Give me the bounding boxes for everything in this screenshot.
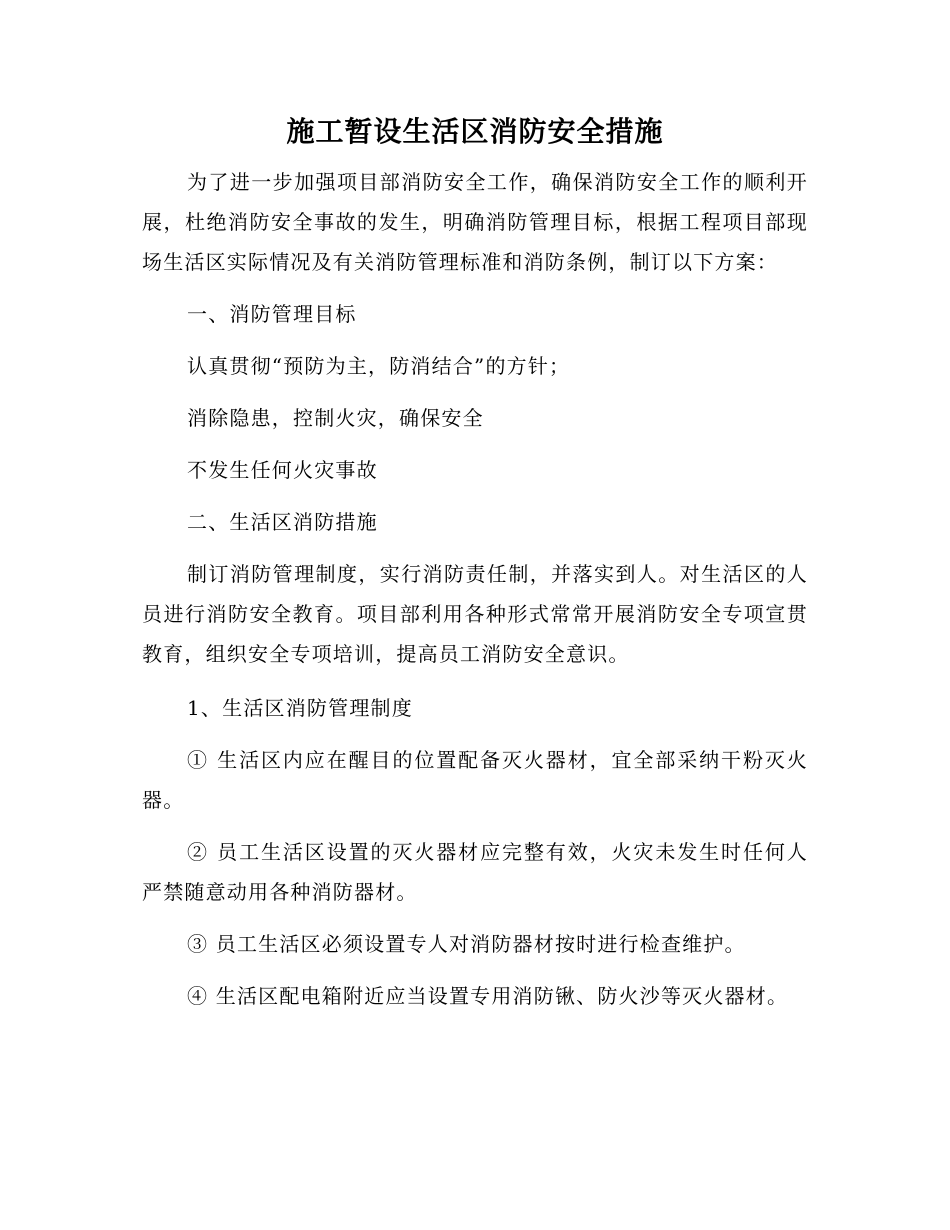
section-heading-goals: 一、消防管理目标 bbox=[187, 302, 357, 326]
rule-item: ③ 员工生活区必须设置专人对消防器材按时进行检查维护。 bbox=[187, 932, 746, 956]
intro-paragraph: 为了进一步加强项目部消防安全工作，确保消防安全工作的顺利开展，杜绝消防安全事故的发生，明确消防管理目标，根据工程项目部现场生活区实际情况及有关消防管理标准和消防条例，制订以下方案： bbox=[142, 170, 808, 274]
subsection-heading-rules: 1、生活区消防管理制度 bbox=[187, 696, 413, 720]
document-title: 施工暂设生活区消防安全措施 bbox=[286, 115, 664, 148]
goal-item: 消除隐患，控制火灾，确保安全 bbox=[187, 406, 484, 430]
section-heading-measures: 二、生活区消防措施 bbox=[187, 510, 378, 534]
measures-paragraph: 制订消防管理制度，实行消防责任制，并落实到人。对生活区的人员进行消防安全教育。项目部利用各种形式常常开展消防安全专项宣贯教育，组织安全专项培训，提高员工消防安全意识。 bbox=[142, 562, 808, 666]
goal-item: 认真贯彻“预防为主，防消结合”的方针； bbox=[187, 354, 571, 378]
rule-item: ① 生活区内应在醒目的位置配备灭火器材，宜全部采纳干粉灭火器。 bbox=[142, 748, 808, 812]
goal-item: 不发生任何火灾事故 bbox=[187, 458, 378, 482]
rule-item: ④ 生活区配电箱附近应当设置专用消防锹、防火沙等灭火器材。 bbox=[187, 984, 789, 1008]
rule-item: ② 员工生活区设置的灭火器材应完整有效，火灾未发生时任何人严禁随意动用各种消防器材。 bbox=[142, 840, 808, 904]
